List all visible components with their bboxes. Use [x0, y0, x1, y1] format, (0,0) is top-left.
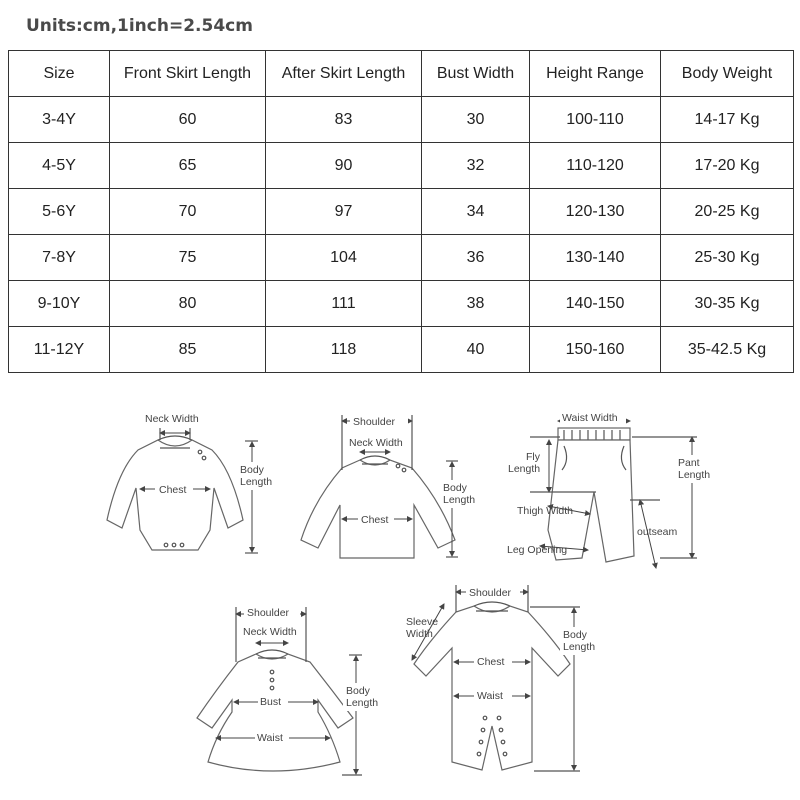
cell-height-range: 150-160 [530, 327, 661, 373]
cell-bust-width: 30 [422, 97, 530, 143]
cell-front-skirt-length: 60 [110, 97, 266, 143]
label-sleeve-width: Width [406, 628, 433, 640]
table-row [9, 189, 794, 235]
header-height-range: Height Range [530, 51, 661, 97]
label-thigh-width: Thigh Width [517, 505, 574, 517]
cell-after-skirt-length: 90 [266, 143, 422, 189]
label-pant: Pant [678, 457, 700, 469]
cell-front-skirt-length: 80 [110, 281, 266, 327]
cell-size: 3-4Y [9, 97, 110, 143]
pants-diagram [507, 412, 716, 568]
header-front-skirt-length: Front Skirt Length [110, 51, 266, 97]
label-length: Length [240, 476, 273, 488]
size-chart-table [8, 50, 794, 373]
cell-bust-width: 40 [422, 327, 530, 373]
label-body: Body [443, 482, 467, 494]
cell-front-skirt-length: 85 [110, 327, 266, 373]
units-note: Units:cm,1inch=2.54cm [26, 16, 253, 36]
label-length: Length [443, 494, 476, 506]
cell-front-skirt-length: 65 [110, 143, 266, 189]
label-body: Body [240, 464, 264, 476]
header-after-skirt-length: After Skirt Length [266, 51, 422, 97]
label-shoulder: Shoulder [353, 416, 396, 428]
label-fly-length: Length [508, 463, 541, 475]
table-row [9, 235, 794, 281]
cell-after-skirt-length: 83 [266, 97, 422, 143]
cell-bust-width: 34 [422, 189, 530, 235]
cell-size: 4-5Y [9, 143, 110, 189]
label-neck-width: Neck Width [145, 413, 199, 425]
top-diagram [301, 414, 481, 558]
label-length: Length [563, 641, 596, 653]
label-pant-length: Length [678, 469, 711, 481]
label-waist-width: Waist Width [562, 412, 618, 424]
label-body: Body [563, 629, 587, 641]
cell-front-skirt-length: 75 [110, 235, 266, 281]
header-size: Size [9, 51, 110, 97]
measurement-diagrams [0, 390, 800, 800]
cell-after-skirt-length: 104 [266, 235, 422, 281]
label-waist: Waist [257, 732, 283, 744]
dress-diagram [197, 607, 383, 775]
table-header-row [9, 51, 794, 97]
cell-height-range: 100-110 [530, 97, 661, 143]
table-row [9, 97, 794, 143]
cell-height-range: 120-130 [530, 189, 661, 235]
cell-body-weight: 20-25 Kg [661, 189, 794, 235]
bodysuit-diagram [107, 413, 277, 553]
cell-bust-width: 32 [422, 143, 530, 189]
cell-body-weight: 14-17 Kg [661, 97, 794, 143]
cell-size: 7-8Y [9, 235, 110, 281]
label-leg-opening: Leg Opening [507, 544, 568, 556]
label-shoulder: Shoulder [469, 587, 512, 599]
romper-diagram [406, 585, 600, 771]
label-fly: Fly [526, 451, 540, 463]
label-body: Body [346, 685, 370, 697]
cell-body-weight: 17-20 Kg [661, 143, 794, 189]
cell-size: 5-6Y [9, 189, 110, 235]
cell-after-skirt-length: 97 [266, 189, 422, 235]
table-row [9, 281, 794, 327]
cell-height-range: 140-150 [530, 281, 661, 327]
cell-body-weight: 25-30 Kg [661, 235, 794, 281]
label-waist: Waist [477, 690, 503, 702]
label-length: Length [346, 697, 379, 709]
cell-body-weight: 30-35 Kg [661, 281, 794, 327]
label-chest: Chest [159, 484, 187, 496]
header-bust-width: Bust Width [422, 51, 530, 97]
cell-height-range: 110-120 [530, 143, 661, 189]
cell-after-skirt-length: 118 [266, 327, 422, 373]
cell-bust-width: 36 [422, 235, 530, 281]
cell-bust-width: 38 [422, 281, 530, 327]
label-neck-width: Neck Width [349, 437, 403, 449]
cell-body-weight: 35-42.5 Kg [661, 327, 794, 373]
table-row [9, 327, 794, 373]
label-neck-width: Neck Width [243, 626, 297, 638]
cell-after-skirt-length: 111 [266, 281, 422, 327]
cell-size: 9-10Y [9, 281, 110, 327]
label-outseam: outseam [637, 526, 678, 538]
label-chest: Chest [477, 656, 505, 668]
label-bust: Bust [260, 696, 282, 708]
label-shoulder: Shoulder [247, 607, 290, 619]
header-body-weight: Body Weight [661, 51, 794, 97]
cell-height-range: 130-140 [530, 235, 661, 281]
cell-front-skirt-length: 70 [110, 189, 266, 235]
table-row [9, 143, 794, 189]
cell-size: 11-12Y [9, 327, 110, 373]
label-sleeve: Sleeve [406, 616, 439, 628]
label-chest: Chest [361, 514, 389, 526]
